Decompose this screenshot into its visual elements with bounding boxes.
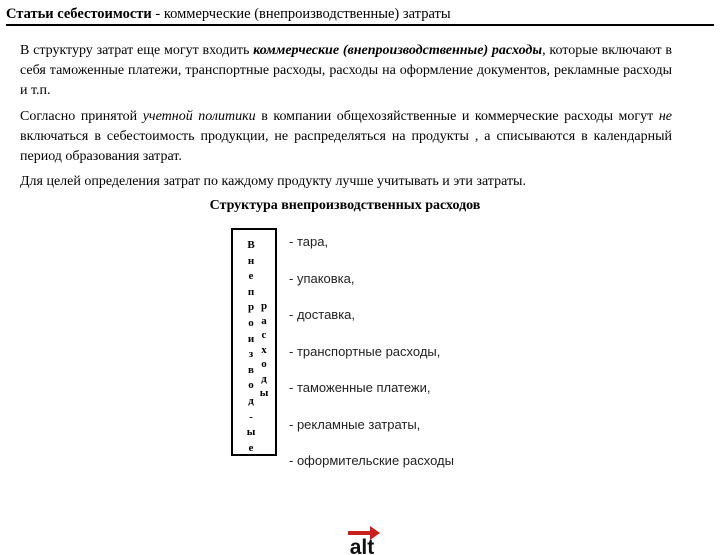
vleft-letter: - bbox=[249, 410, 253, 423]
vleft-letter: ы bbox=[246, 426, 256, 439]
vleft-letter: В bbox=[247, 239, 255, 251]
vright-letter: а bbox=[261, 314, 267, 327]
diagram-title: Структура внепроизводственных расходов bbox=[209, 198, 481, 213]
vleft-letter: о bbox=[248, 379, 254, 392]
paragraph-1-text-b: , которые включают в себя таможенные платежи, транспортные расходы, расходы на оформление документов, рекламные расходы и т.п. bbox=[20, 43, 673, 98]
vright-letter: о bbox=[261, 358, 267, 370]
expense-item: - рекламные затраты, bbox=[289, 416, 421, 432]
vleft-letter: р bbox=[247, 301, 255, 314]
vright-letter: ы bbox=[259, 387, 269, 399]
expense-item: - доставка, bbox=[289, 307, 356, 322]
expense-item: - упаковка, bbox=[289, 270, 355, 286]
expense-item: - таможенные платежи, bbox=[289, 380, 431, 395]
expense-item: - транспортные расходы, bbox=[289, 343, 441, 359]
vleft-letter: в bbox=[248, 363, 254, 376]
header-title-rest: - коммерческие (внепроизводственные) затраты bbox=[151, 6, 451, 22]
slide-header bbox=[6, 4, 714, 24]
alt-logo-text: alt bbox=[349, 536, 375, 555]
vleft-letter: о bbox=[248, 316, 254, 329]
paragraph-2-emphasis-policy: учетной политики bbox=[142, 109, 256, 124]
vleft-letter: п bbox=[247, 285, 255, 298]
expense-item: - оформительские расходы bbox=[289, 453, 454, 468]
paragraph-1-emphasis: коммерческие (внепроизводственные) расходы bbox=[253, 43, 543, 58]
header-title-bold: Статьи себестоимости bbox=[6, 6, 152, 22]
paragraph-2 bbox=[20, 107, 672, 167]
vleft-letter: е bbox=[248, 270, 254, 283]
paragraph-2-text-a: Согласно принятой bbox=[20, 109, 143, 124]
paragraph-1-text-a: В структуру затрат еще могут входить bbox=[20, 43, 254, 58]
vleft-letter: н bbox=[247, 254, 255, 267]
paragraph-3-text: Для целей определения затрат по каждому продукту лучше учитывать и эти затраты. bbox=[20, 174, 526, 189]
alt-logo bbox=[340, 521, 384, 555]
paragraph-2-emphasis-not: не bbox=[658, 109, 672, 124]
vleft-letter: е bbox=[248, 441, 254, 454]
paragraph-3 bbox=[20, 172, 672, 192]
vright-letter: с bbox=[261, 329, 267, 341]
vright-letter: х bbox=[261, 343, 267, 356]
expense-item: - тара, bbox=[289, 234, 329, 249]
paragraph-1 bbox=[20, 41, 672, 101]
vright-letter: р bbox=[260, 300, 268, 312]
vertical-label-right bbox=[256, 299, 272, 401]
vright-letter: д bbox=[261, 372, 267, 385]
vleft-letter: з bbox=[248, 348, 254, 361]
expense-list bbox=[289, 232, 589, 488]
vleft-letter: и bbox=[247, 332, 255, 345]
vleft-letter: д bbox=[248, 394, 254, 407]
paragraph-2-text-c: включаться в себестоимость продукции, не распределяться на продукты , а списываются в календарный период образования затрат. bbox=[20, 129, 672, 164]
header-divider bbox=[6, 24, 714, 26]
paragraph-2-text-b: в компании общехозяйственные и коммерческие расходы могут bbox=[255, 109, 659, 124]
